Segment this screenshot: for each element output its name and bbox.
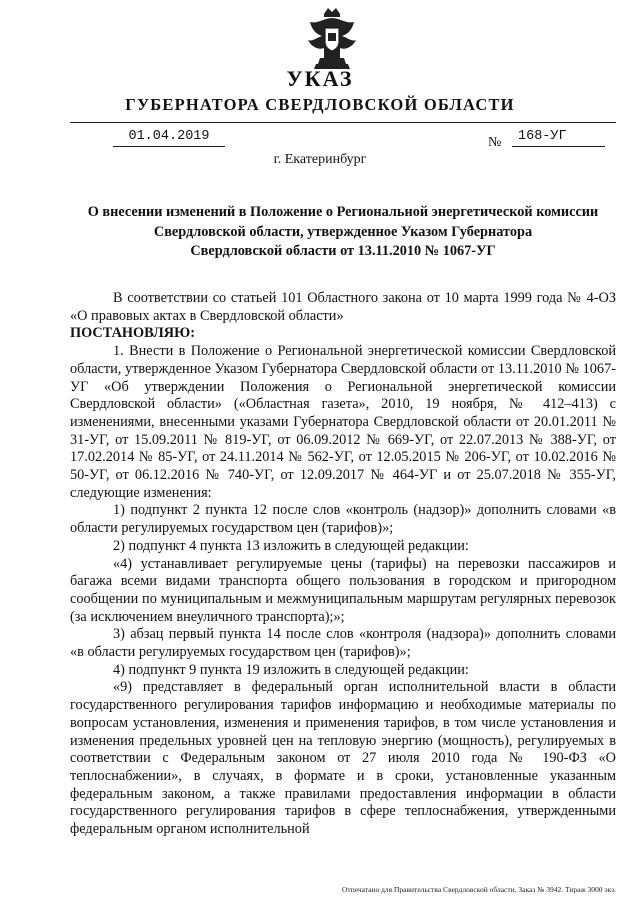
number-sign: № [488,135,502,150]
heading-line: О внесении изменений в Положение о Региональной энергетической комиссии [87,204,599,220]
heading-line: Свердловской области, утвержденное Указом Губернатора [153,223,533,240]
heading-line: Свердловской области от 13.11.2010 № 1067-УГ [190,243,496,259]
preamble-paragraph: В соответствии со статьей 101 Областного закона от 10 марта 1999 года № 4-ОЗ «О правовых актах в Свердловской области» [70,290,616,324]
print-footer: Отпечатано для Правительства Свердловской области. Заказ № 3942. Тираж 3000 экз. [342,885,616,894]
document-number: 168-УГ [512,129,605,147]
decree-word: ПОСТАНОВЛЯЮ: [70,325,195,342]
body-paragraph: «4) устанавливает регулируемые цены (тарифы) на перевозки пассажиров и багажа всеми видами транспорта общего пользования в городском и пригородном сообщении по муниципальным и межмуниципальным маршрутам регулярных перевозок (за исключением внеуличного транспорта);»; [70,555,616,625]
body-paragraph: 4) подпункт 9 пункта 19 изложить в следующей редакции: [113,661,469,678]
coat-of-arms-icon [302,6,362,72]
document-city: г. Екатеринбург [273,152,367,167]
document-title: УКАЗ [286,66,354,91]
body-paragraph: 2) подпункт 4 пункта 13 изложить в следующей редакции: [113,537,469,554]
document-date: 01.04.2019 [113,129,225,147]
body-paragraph: 1. Внести в Положение о Региональной энергетической комиссии Свердловской области, утвержденное Указом Губернатора Свердловской области от 13.11.2010 № 1067-УГ «Об утверждении Положения о Региональной энергетической комиссии Свердловской области» («Областная газета», 2010, 19 ноября, № 412–413) с изменениями, внесенными указами Губернатора Свердловской области от 20.01.2011 № 31-УГ, от 15.09.2011 № 819-УГ, от 06.09.2012 № 669-УГ, от 22.07.2013 № 388-УГ, от 17.02.2014 № 85-УГ, от 24.11.2014 № 562-УГ, от 12.05.2015 № 206-УГ, от 10.02.2016 № 50-УГ, от 06.12.2016 № 740-УГ, от 12.09.2017 № 464-УГ и от 25.07.2018 № 355-УГ, следующие изменения: [70,343,616,501]
document-body [70,290,616,839]
header-divider [70,122,616,123]
body-paragraph: 1) подпункт 2 пункта 12 после слов «контроль (надзор)» дополнить словами «в области регулируемых государством цен (тарифов)»; [70,502,616,537]
document-subtitle: ГУБЕРНАТОРА СВЕРДЛОВСКОЙ ОБЛАСТИ [125,95,515,114]
body-paragraph: 3) абзац первый пункта 14 после слов «контроля (надзора)» дополнить словами «в области регулируемых государством цен (тарифов)»; [70,626,616,661]
body-paragraph: «9) представляет в федеральный орган исполнительной власти в области государственного регулирования тарифов информацию и необходимые материалы по вопросам установления, изменения и применения тарифов, в том числе установления и изменения предельных уровней цен на тепловую энергию (мощность), регулируемых в соответствии с Федеральным законом от 27 июля 2010 года № 190-ФЗ «О теплоснабжении», в случаях, в формате и в сроки, установленные указанным федеральным законом, а также правилами предоставления информации в области государственного регулирования тарифов в сфере теплоснабжения, утвержденными федеральным органом исполнительной [70,679,616,838]
document-heading [70,203,616,262]
